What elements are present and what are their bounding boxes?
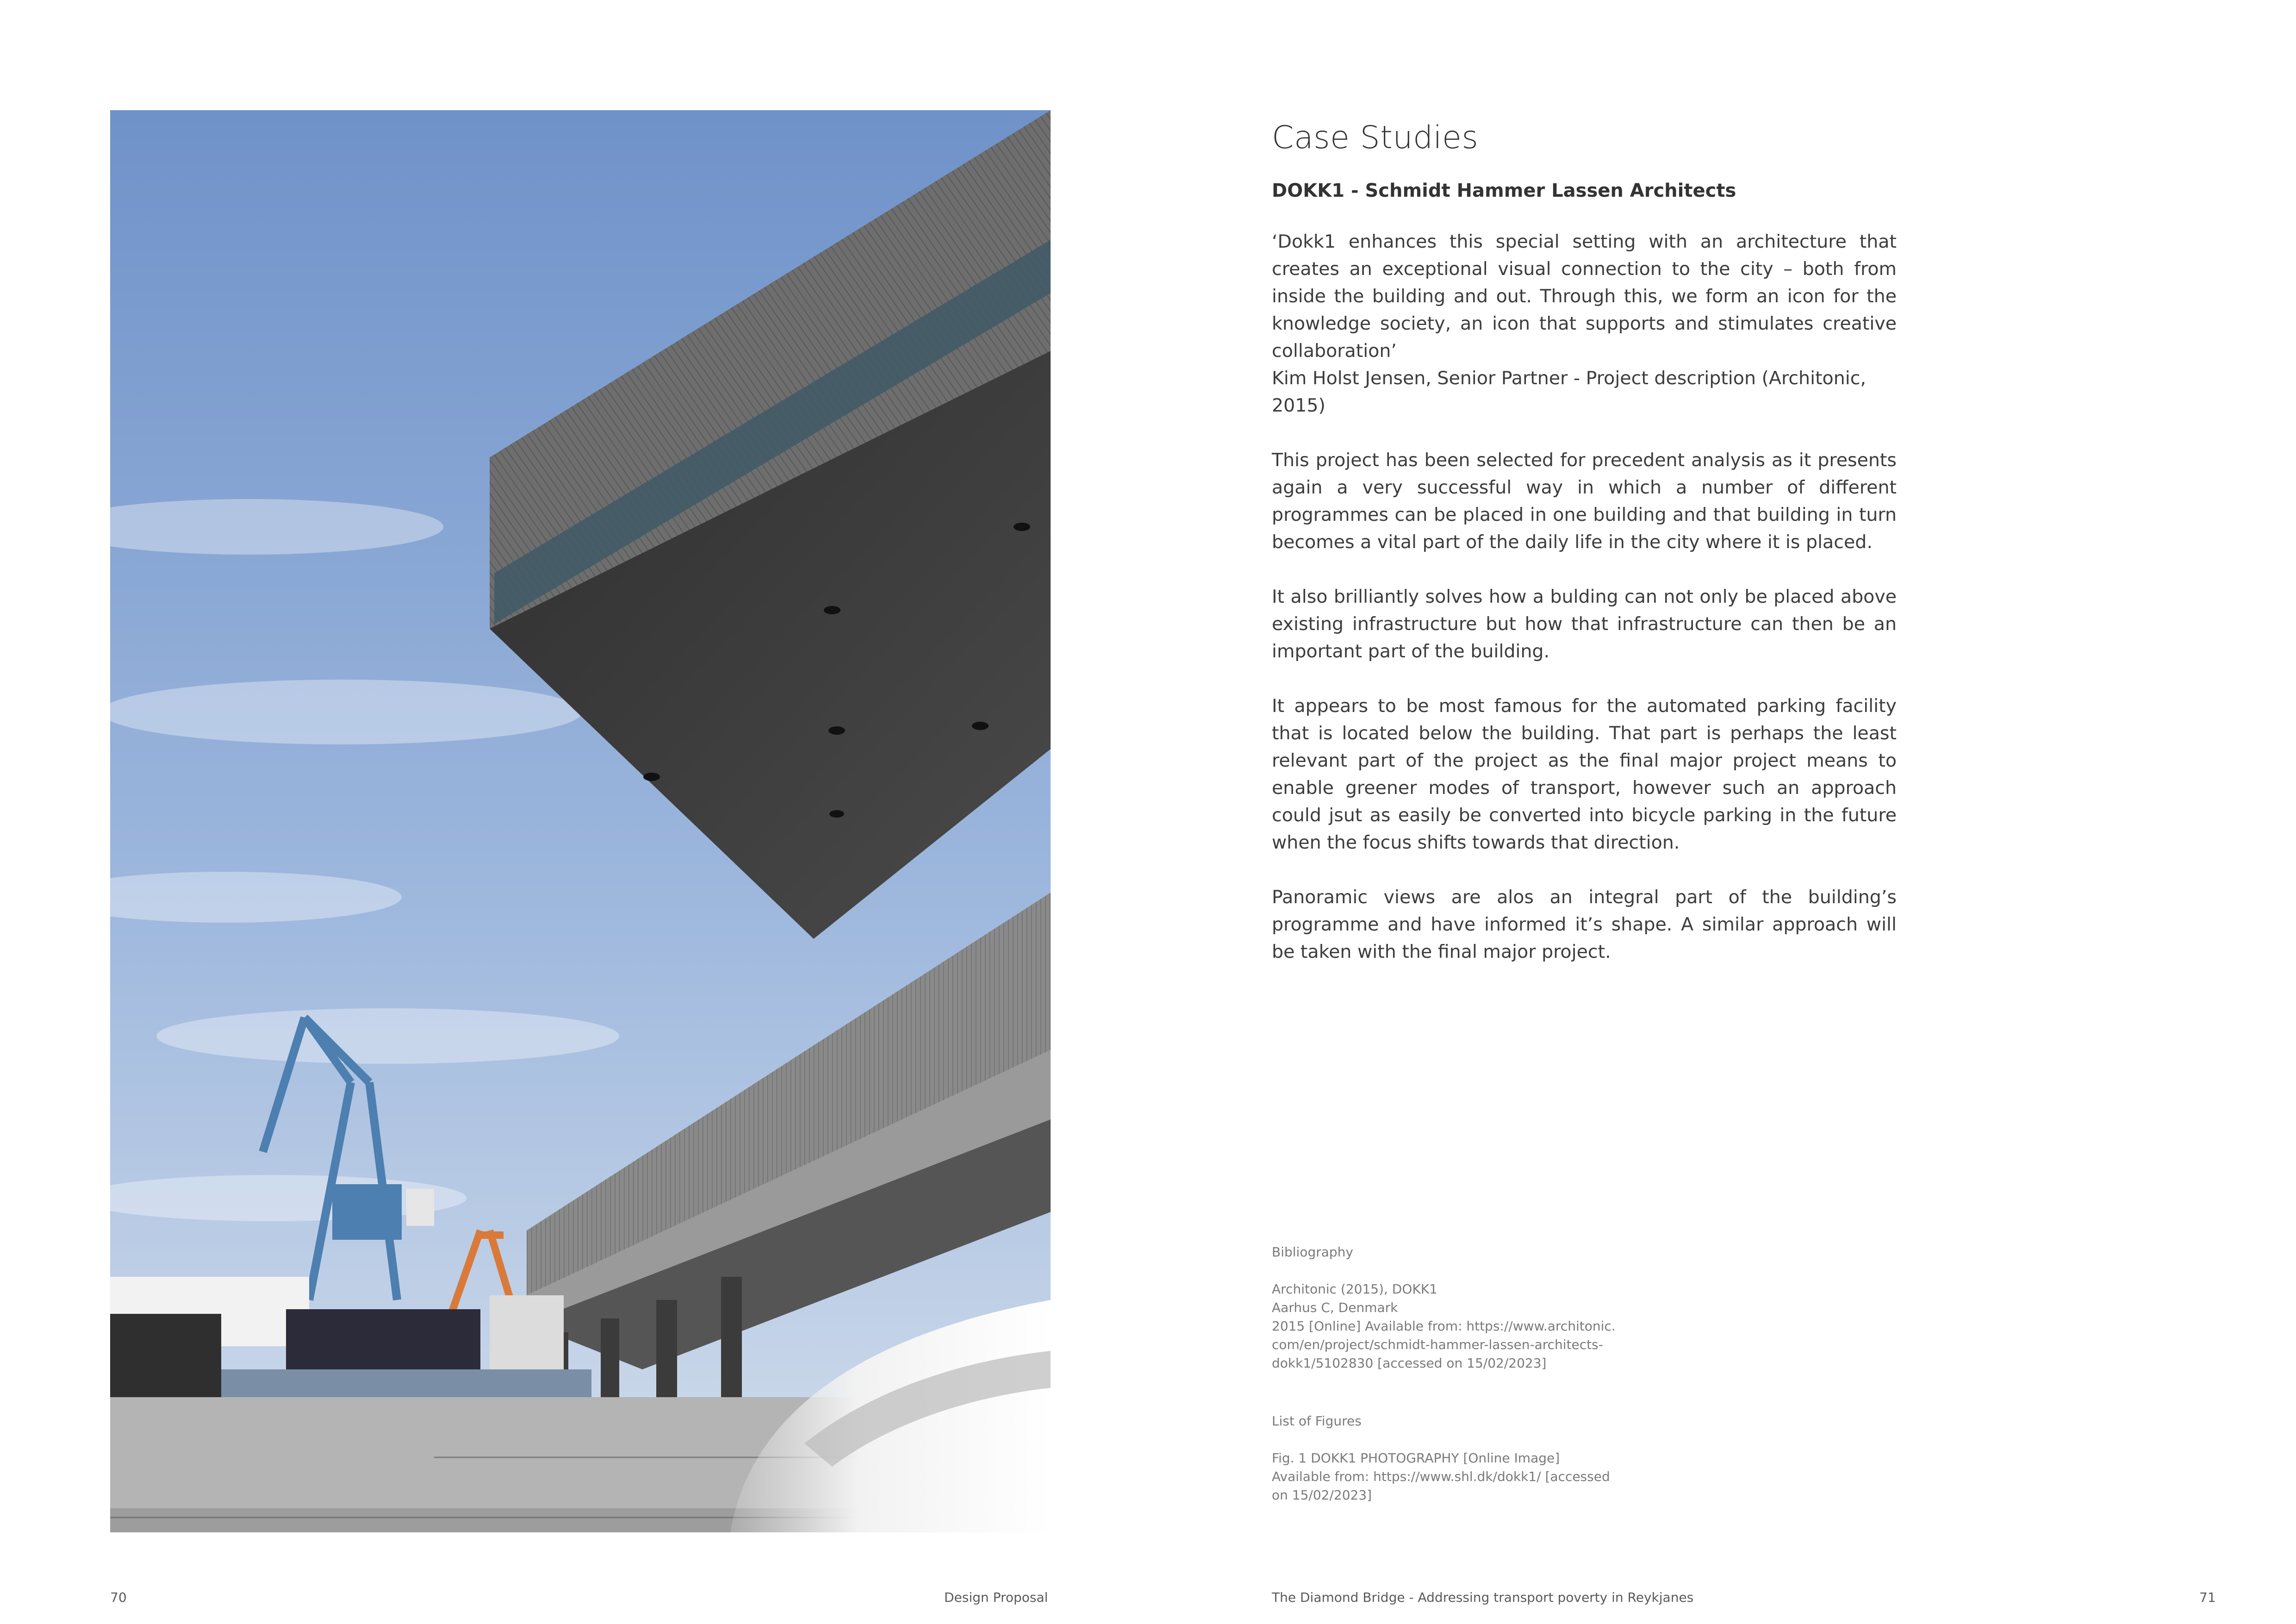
figure-line: Fig. 1 DOKK1 PHOTOGRAPHY [Online Image] [1272, 1450, 1560, 1466]
quote-text: ‘Dokk1 enhances this special setting with an architecture that creates an exceptional visual connection to the city – both from inside the building and out. Through this, we form an icon for the knowledge society, an icon that supports and stimulates creative collaboration’ [1272, 231, 1897, 362]
body-paragraph: It also brilliantly solves how a bulding can not only be placed above existing infrastructure but how that infrastructure can then be an important part of the building. [1272, 586, 1897, 662]
bibliography-line: Aarhus C, Denmark [1272, 1300, 1398, 1315]
right-page-number: 71 [2199, 1590, 2216, 1605]
right-column [1272, 110, 1897, 966]
body-paragraph: It appears to be most famous for the automated parking facility that is located below the building. That part is perhaps the least relevant part of the project as the final major project means to enable greener modes of transport, however such an approach could jsut as easily be converted into bicycle parking in the future when the focus shifts towards that direction. [1272, 695, 1897, 853]
figure-line: on 15/02/2023] [1272, 1487, 1372, 1503]
left-page-number: 70 [110, 1590, 127, 1605]
bibliography-heading: Bibliography [1272, 1244, 1353, 1260]
quote-attribution: Kim Holst Jensen, Senior Partner - Project description (Architonic, 2015) [1272, 368, 1867, 416]
quote-block [1272, 228, 1897, 419]
dokk1-photo [110, 110, 1051, 1532]
figure-line: Available from: https://www.shl.dk/dokk1/ [accessed [1272, 1469, 1610, 1484]
bibliography-line: 2015 [Online] Available from: https://www.architonic. [1272, 1318, 1616, 1334]
body-paragraph: Panoramic views are alos an integral part of the building’s programme and have informed it’s shape. A similar approach will be taken with the final major project. [1272, 887, 1897, 962]
bibliography-line: com/en/project/schmidt-hammer-lassen-architects- [1272, 1337, 1603, 1352]
left-footer-label: Design Proposal [944, 1590, 1048, 1605]
bibliography-line: Architonic (2015), DOKK1 [1272, 1281, 1437, 1297]
body-paragraph: This project has been selected for precedent analysis as it presents again a very successful way in which a number of different programmes can be placed in one building and that building in turn becomes a vital part of the daily life in the city where it is placed. [1272, 450, 1897, 553]
bibliography-block [1272, 1243, 1624, 1373]
page-title: Case Studies [1272, 119, 1479, 156]
building-photo-graphic [110, 110, 1051, 1532]
case-study-subtitle: DOKK1 - Schmidt Hammer Lassen Architects [1272, 180, 1736, 201]
bibliography-line: dokk1/5102830 [accessed on 15/02/2023] [1272, 1355, 1547, 1371]
right-footer-label: The Diamond Bridge - Addressing transport poverty in Reykjanes [1272, 1590, 1694, 1605]
figures-heading: List of Figures [1272, 1413, 1362, 1429]
list-of-figures-block [1272, 1412, 1624, 1505]
